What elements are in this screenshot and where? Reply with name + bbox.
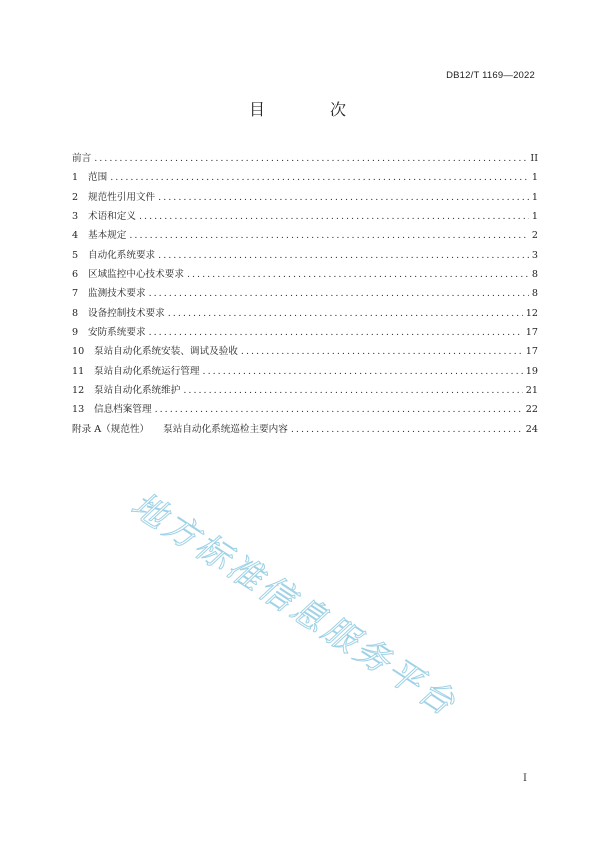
- toc-dot-leader: [158, 192, 529, 203]
- toc-entry-page: 17: [525, 346, 538, 358]
- toc-entry[interactable]: [72, 169, 538, 188]
- toc-dot-leader: [203, 366, 523, 377]
- toc-entry-page: 8: [531, 288, 538, 300]
- toc-entry[interactable]: [72, 247, 538, 266]
- toc-entry-page: 3: [531, 249, 538, 261]
- toc-entry-page: 2: [531, 230, 538, 242]
- page-number: I: [523, 773, 527, 784]
- toc-entry[interactable]: [72, 305, 538, 324]
- toc-entry-label: 设备控制技术要求: [88, 307, 165, 319]
- toc-entry-label: 前言: [72, 153, 92, 164]
- toc-entry-label: 泵站自动化系统维护: [94, 385, 181, 397]
- toc-entry-number: 3: [72, 211, 79, 223]
- toc-entry-label: 术语和定义: [88, 211, 136, 223]
- toc-dot-leader: [158, 250, 529, 261]
- toc-entry-label: 区域监控中心技术要求: [88, 269, 184, 281]
- toc-entry-number: 6: [72, 269, 79, 281]
- toc-entry-label: 泵站自动化系统巡检主要内容: [163, 423, 288, 435]
- toc-entry-number: 1: [72, 172, 79, 184]
- toc-entry[interactable]: [72, 227, 538, 246]
- toc-dot-leader: [110, 172, 529, 183]
- toc-entry-label: 泵站自动化系统运行管理: [94, 365, 200, 377]
- document-code: DB12/T 1169—2022: [446, 70, 535, 81]
- toc-entry-page: 21: [525, 385, 538, 397]
- toc-dot-leader: [241, 346, 523, 357]
- toc-entry-number: 7: [72, 288, 79, 300]
- toc-entry-page: 8: [531, 269, 538, 281]
- toc-entry-page: 24: [525, 423, 538, 435]
- toc-entry-label: 规范性引用文件: [88, 191, 156, 203]
- toc-entry-page: 1: [531, 191, 538, 203]
- watermark: 地方标准信息服务平台: [123, 484, 465, 726]
- toc-entry-number: 13: [72, 404, 85, 416]
- toc-entry[interactable]: [72, 382, 538, 401]
- toc-entry[interactable]: [72, 285, 538, 304]
- toc-entry[interactable]: [72, 324, 538, 343]
- page-title: 目 次: [248, 100, 377, 119]
- toc-entry-page: 22: [525, 404, 538, 416]
- toc-entry-label: 监测技术要求: [88, 288, 146, 300]
- toc-entry-number: 5: [72, 249, 79, 261]
- toc-entry-label: 基本规定: [88, 230, 127, 242]
- toc-entry-page: 1: [531, 211, 538, 223]
- toc-entry[interactable]: [72, 343, 538, 362]
- toc-dot-leader: [183, 385, 522, 396]
- toc-entry[interactable]: [72, 363, 538, 382]
- toc-entry-page: II: [530, 153, 538, 164]
- toc-entry[interactable]: [72, 421, 538, 440]
- toc-dot-leader: [149, 288, 529, 299]
- toc-dot-leader: [187, 269, 529, 280]
- toc-entry-page: 12: [525, 307, 538, 319]
- toc-dot-leader: [155, 404, 523, 415]
- toc-entry-label: 自动化系统要求: [88, 249, 156, 261]
- toc-entry-number: 8: [72, 307, 79, 319]
- toc-entry-label: 泵站自动化系统安装、调试及验收: [94, 346, 238, 358]
- toc-dot-leader: [168, 308, 523, 319]
- toc-entry[interactable]: [72, 150, 538, 169]
- toc-dot-leader: [139, 211, 529, 222]
- toc-entry-page: 17: [525, 327, 538, 339]
- toc-entry-number: 11: [72, 365, 85, 377]
- toc-entry[interactable]: [72, 189, 538, 208]
- toc-entry-label: 范围: [88, 172, 108, 184]
- toc-entry-label: 信息档案管理: [94, 404, 152, 416]
- toc-entry[interactable]: [72, 401, 538, 420]
- toc-entry-number: 2: [72, 191, 79, 203]
- toc-dot-leader: [291, 424, 523, 435]
- toc-entry-number: 9: [72, 327, 79, 339]
- toc-entry-number: 10: [72, 346, 85, 358]
- toc-entry-page: 19: [525, 365, 538, 377]
- toc-entry[interactable]: [72, 266, 538, 285]
- toc-entry[interactable]: [72, 208, 538, 227]
- toc-entry-page: 1: [531, 172, 538, 184]
- toc-entry-number: 12: [72, 385, 85, 397]
- toc-dot-leader: [94, 153, 527, 164]
- toc-entry-prefix: 附录 A（规范性）: [72, 423, 150, 435]
- toc-entry-number: 4: [72, 230, 79, 242]
- table-of-contents: [72, 150, 538, 440]
- toc-dot-leader: [149, 327, 523, 338]
- toc-dot-leader: [129, 230, 529, 241]
- toc-entry-label: 安防系统要求: [88, 327, 146, 339]
